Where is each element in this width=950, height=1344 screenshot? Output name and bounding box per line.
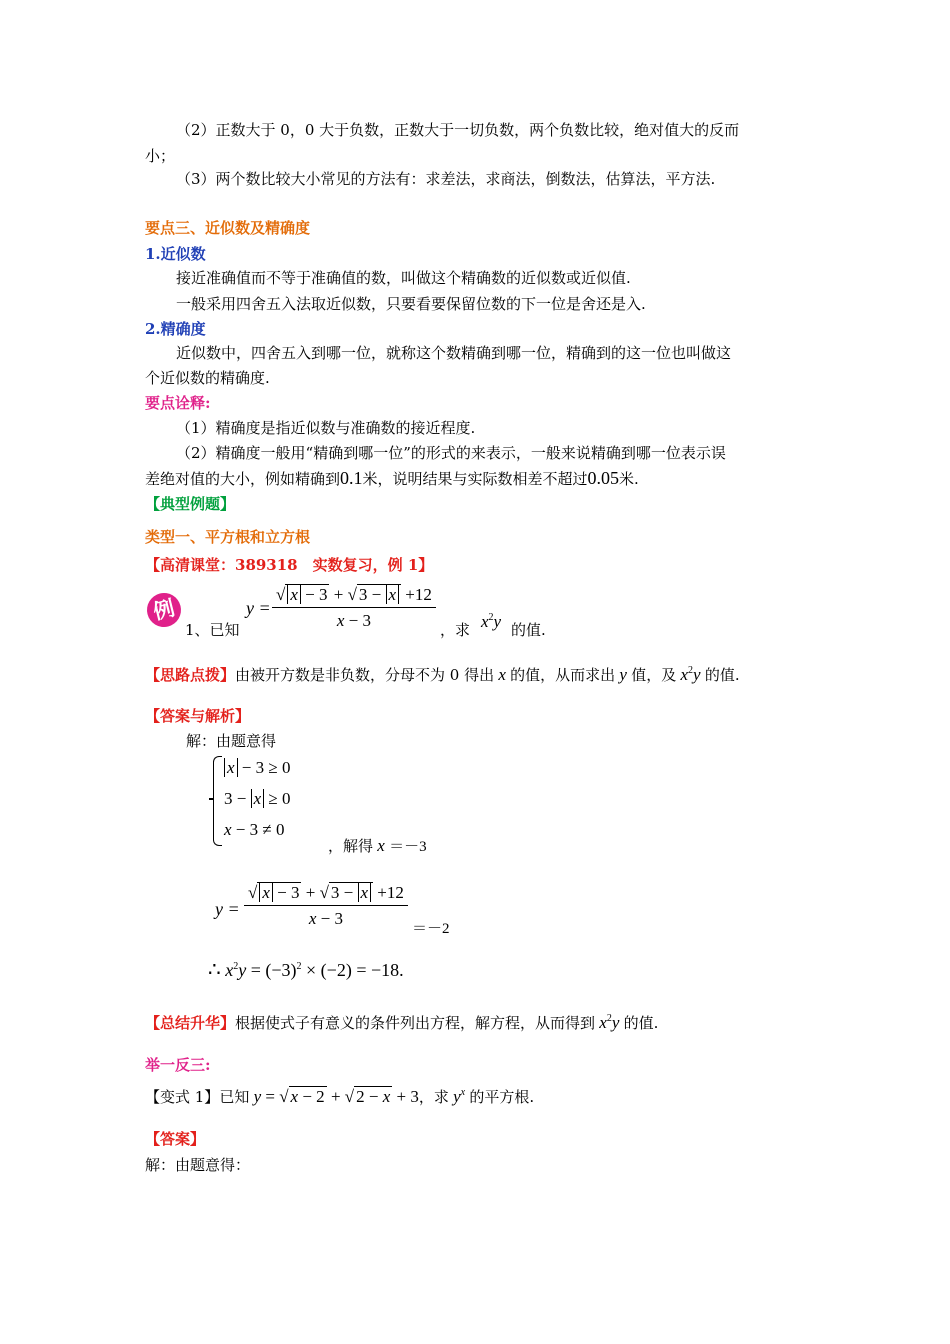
section-title-point3: 要点三、近似数及精确度 [145,219,311,237]
hint-b: 的值，从而求出 [510,666,616,684]
variant-1: 【变式 1】已知 y = √ x − 2 + √ 2 − x + 3，求 $y^x$ 的平方根. [145,1087,535,1106]
example-badge: 例 [143,589,184,630]
para-rounding: 一般采用四舍五入法取近似数，只要看要保留位数的下一位是舍还是入. [176,295,646,313]
intro-line-3: （3）两个数比较大小常见的方法有：求差法，求商法，倒数法，估算法，平方法. [176,170,716,188]
value-0-05: 0.05 [587,468,620,488]
value-0-1: 0.1 [340,468,363,488]
expr-x2y: $x^2y$ [481,612,502,631]
solution-intro: 解：由题意得 [186,732,277,750]
intro-line-2b: 小； [145,147,176,165]
para-approximate-def: 接近准确值而不等于准确值的数，叫做这个精确数的近似数或近似值. [176,269,631,287]
note-title: 要点诠释: [145,394,211,412]
system-brace [213,756,222,846]
question-end: 的值. [511,621,546,639]
hint-c: 值，及 [631,666,677,684]
type1-title: 类型一、平方根和立方根 [145,528,311,546]
question-post: ，求 [440,621,471,639]
summary-a: 根据使式子有意义的条件列出方程，解方程，从而得到 [235,1014,596,1032]
formula-y-label: y = [246,598,271,618]
note-1: （1）精确度是指近似数与准确数的接近程度. [176,419,476,437]
intro-line-2a: （2）正数大于 0，0 大于负数，正数大于一切负数，两个负数比较，绝对值大的反而 [176,121,740,139]
solved-x: ，解得 x ＝－3 [328,836,427,855]
para-precision-b: 个近似数的精确度. [145,369,270,387]
note-2b [145,468,639,489]
hint-a: 由被开方数是非负数，分母不为 0 得出 [235,666,495,684]
answer-label: 【答案与解析】 [145,707,251,725]
formula-y-fraction: $\frac{√ x - 3 + √ 3 - x +12}{x - 3}$ [272,585,436,631]
hint-label: 【思路点拨】 [145,666,236,684]
note-2b-pre: 差绝对值的大小，例如精确到 [145,470,341,488]
y-substitution-fraction: $\frac{√ x - 3 + √ 3 - x +12}{x - 3}$ [244,883,408,929]
system-line-1: x − 3 ≥ 0 [224,758,290,778]
y-substitution-label: y = [215,899,240,919]
summary-label: 【总结升华】 [145,1014,236,1032]
practice-answer-label: 【答案】 [145,1130,206,1148]
class-reference: 【高清课堂：389318 实数复习，例 1】 [145,556,434,574]
final-computation: ∴ $x^2y = (-3)^2 \times (-2) = -18$. [208,959,404,981]
examples-header: 【典型例题】 [145,495,236,513]
practice-title: 举一反三: [145,1056,211,1074]
hint-line: 【思路点拨】由被开方数是非负数，分母不为 0 得出 x 的值，从而求出 y 值，及 $x^2y$ 的值. [145,665,740,684]
system-line-2: 3 − x ≥ 0 [224,789,291,808]
practice-answer-intro: 解：由题意得： [145,1156,251,1174]
summary-line: 【总结升华】根据使式子有意义的条件列出方程，解方程，从而得到 $x^2y$ 的值. [145,1013,659,1032]
question-pre: 1、已知 [185,621,240,639]
subheading-approximate: 1.近似数 [145,245,206,263]
system-line-3: x − 3 ≠ 0 [224,820,285,839]
variant-label: 【变式 1】 [145,1088,220,1106]
subheading-precision: 2.精确度 [145,320,206,338]
note-2b-mid: 米，说明结果与实际数相差不超过 [362,470,588,488]
note-2a: （2）精确度一般用“精确到哪一位”的形式的来表示，一般来说精确到哪一位表示误 [176,444,726,462]
hint-d: 的值. [704,666,740,684]
y-result: ＝－2 [412,921,450,937]
para-precision-a: 近似数中，四舍五入到哪一位，就称这个数精确到哪一位，精确到的这一位也叫做这 [176,344,732,362]
summary-b: 的值. [623,1014,659,1032]
note-2b-post: 米. [619,470,639,488]
